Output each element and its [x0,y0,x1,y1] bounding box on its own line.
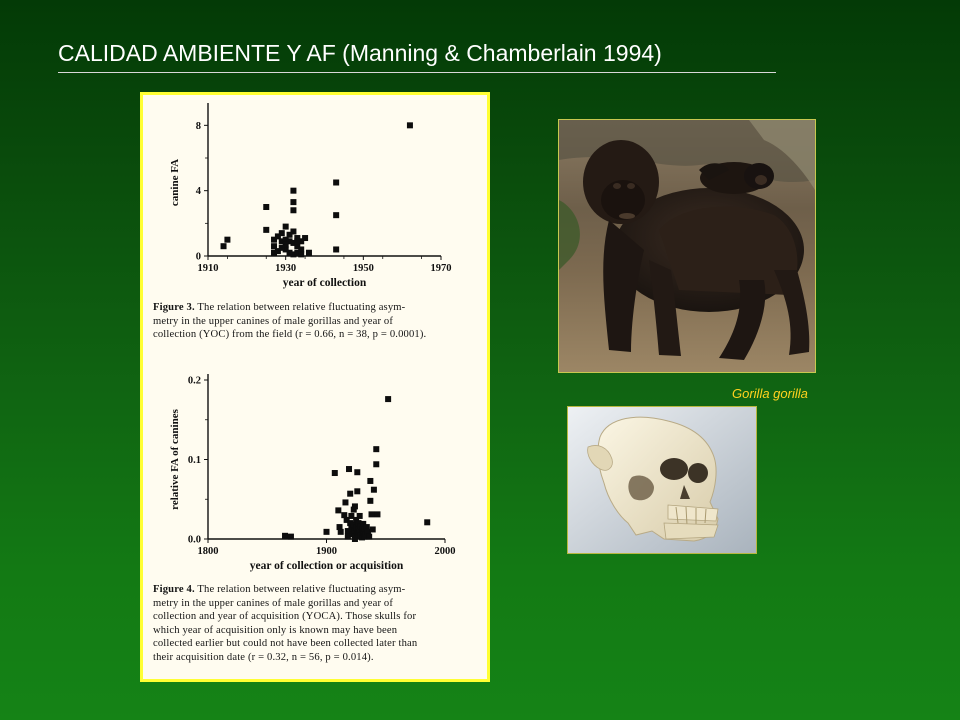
gorilla-photo [558,119,816,373]
fig3-y-axis-label: canine FA [169,158,181,207]
fig3-data-point [263,227,269,233]
fig3-data-point [302,235,308,241]
fig4-data-point [288,534,294,540]
figure4-chart [169,374,456,572]
fig3-x-axis-label: year of collection [282,277,367,289]
figure3-caption-line-2: metry in the upper canines of male gorillas and year of [153,315,394,327]
fig4-x-tick-label: 1900 [316,546,337,557]
fig3-x-tick-label: 1930 [275,263,297,274]
fig3-x-tick-label: 1910 [197,263,219,274]
fig4-y-tick-label: 0.0 [187,534,201,546]
fig3-data-point [263,204,269,210]
figure3-caption-line-1: The relation between relative fluctuating asym- [197,302,406,313]
fig3-data-point [290,199,296,205]
fig4-data-point [324,529,330,535]
fig3-y-tick-label: 4 [195,186,201,198]
fig3-data-point [333,246,339,252]
fig3-data-point [294,238,300,244]
fig4-data-point [369,511,375,517]
fig3-y-tick-label: 0 [195,251,201,263]
fig4-data-point [338,529,344,535]
figure3-caption [153,301,483,342]
fig4-y-axis-label: relative FA of canines [169,409,181,510]
figure4-caption-line-5: collected earlier but could not have been collected later than [153,638,418,650]
fig4-data-point [367,498,373,504]
fig4-data-point [424,519,430,525]
fig4-data-point [385,396,391,402]
fig3-x-tick-label: 1950 [352,263,374,274]
fig3-data-point [333,212,339,218]
fig4-data-point [370,526,376,532]
fig4-data-point [354,488,360,494]
fig4-data-point [354,469,360,475]
fig4-data-point [352,536,358,542]
fig4-data-point [282,533,288,539]
fig4-data-point [352,503,358,509]
fig3-data-point [407,122,413,128]
fig3-data-point [283,224,289,230]
figure4-caption [153,583,483,665]
figure4-caption-label: Figure 4. [153,584,195,595]
paper-figure-scan [140,92,490,682]
figure4-caption-line-1: The relation between relative fluctuating asym- [197,584,406,595]
fig4-data-point [371,487,377,493]
figure4-caption-line-3: collection and year of acquisition (YOCA). Those skulls for [153,611,417,623]
fig3-data-point [279,230,285,236]
fig4-data-point [342,499,348,505]
fig4-x-tick-label: 1800 [197,546,219,557]
fig4-x-tick-label: 2000 [434,546,456,557]
figure3-caption-line-3: collection (YOC) from the field (r = 0.66, n = 38, p = 0.0001). [153,329,427,341]
fig3-y-tick-label: 8 [195,120,201,132]
fig4-data-point [346,466,352,472]
fig3-x-tick-label: 1970 [430,263,452,274]
fig4-data-point [373,461,379,467]
slide-title: CALIDAD AMBIENTE Y AF (Manning & Chamberlain 1994) [58,40,662,66]
fig4-x-axis-label: year of collection or acquisition [249,560,404,572]
title-underline [58,72,776,73]
fig4-data-point [357,513,363,519]
fig4-data-point [366,534,372,540]
fig3-data-point [279,245,285,251]
figure3-caption-label: Figure 3. [153,302,195,313]
fig3-data-point [306,250,312,256]
fig4-data-point [347,491,353,497]
gorilla-photo-caption: Gorilla gorilla [732,386,808,401]
fig4-data-point [373,446,379,452]
fig4-data-point [335,507,341,513]
gorilla-skull-photo [567,406,757,554]
fig4-y-tick-label: 0.1 [187,455,201,466]
fig3-data-point [333,180,339,186]
fig4-y-tick-label: 0.2 [187,375,201,387]
figure4-caption-line-6: their acquisition date (r = 0.32, n = 56, p = 0.014). [153,651,374,663]
fig4-data-point [367,478,373,484]
figure3-chart [169,103,452,289]
fig4-data-point [332,470,338,476]
fig3-data-point [290,188,296,194]
fig3-data-point [224,237,230,243]
figure4-caption-line-2: metry in the upper canines of male gorillas and year of [153,597,394,609]
fig4-data-point [374,511,380,517]
fig3-data-point [287,232,293,238]
fig3-data-point [298,251,304,257]
fig3-data-point [221,243,227,249]
fig3-data-point [290,207,296,213]
figure4-caption-line-4: which year of acquisition only is known may have been [153,624,398,636]
